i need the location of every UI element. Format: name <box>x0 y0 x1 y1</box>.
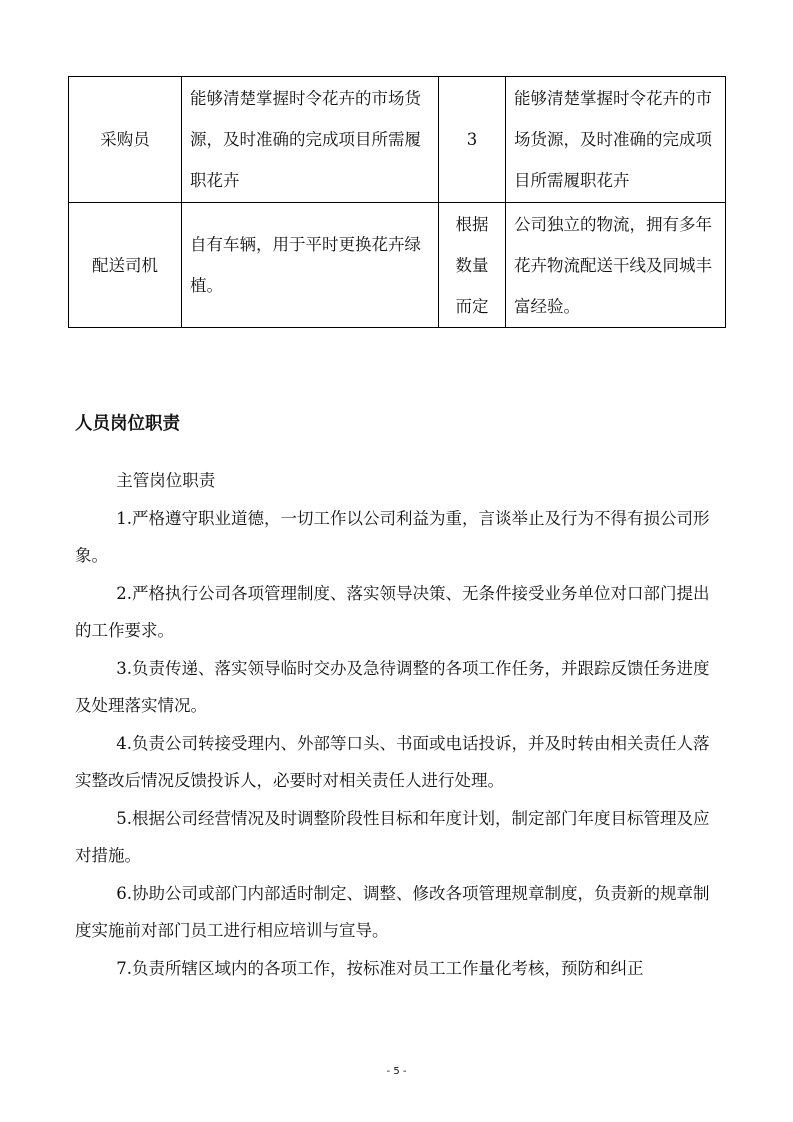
quantity-line: 数量 <box>455 255 489 275</box>
duties-body <box>75 462 723 987</box>
duty-item: 3.负责传递、落实领导临时交办及急待调整的各项工作任务，并跟踪反馈任务进度及处理落实情况。 <box>75 658 710 715</box>
duty-item: 1.严格遵守职业道德，一切工作以公司利益为重，言谈举止及行为不得有损公司形象。 <box>75 508 710 565</box>
table-row <box>69 77 726 203</box>
duty-item: 5.根据公司经营情况及时调整阶段性目标和年度计划，制定部门年度目标管理及应对措施。 <box>75 808 710 865</box>
description-cell: 公司独立的物流，拥有多年花卉物流配送干线及同城丰富经验。 <box>506 203 726 328</box>
subsection-title: 主管岗位职责 <box>116 471 216 490</box>
table-row <box>69 203 726 328</box>
role-cell: 采购员 <box>69 77 182 203</box>
staffing-table <box>68 76 726 328</box>
page-number: - 5 - <box>386 1066 407 1077</box>
quantity-line: 而定 <box>455 296 489 316</box>
section-title: 人员岗位职责 <box>75 414 180 434</box>
role-cell: 配送司机 <box>69 203 182 328</box>
requirement-cell: 能够清楚掌握时令花卉的市场货源，及时准确的完成项目所需履职花卉 <box>182 77 439 203</box>
duty-item: 6.协助公司或部门内部适时制定、调整、修改各项管理规章制度，负责新的规章制度实施前对部门员工进行相应培训与宣导。 <box>75 883 710 940</box>
quantity-cell <box>439 203 506 328</box>
requirement-cell: 自有车辆，用于平时更换花卉绿植。 <box>182 203 439 328</box>
quantity-line: 根据 <box>455 214 489 234</box>
description-cell: 能够清楚掌握时令花卉的市场货源，及时准确的完成项目所需履职花卉 <box>506 77 726 203</box>
duty-item: 2.严格执行公司各项管理制度、落实领导决策、无条件接受业务单位对口部门提出的工作要求。 <box>75 583 710 640</box>
duty-item: 4.负责公司转接受理内、外部等口头、书面或电话投诉，并及时转由相关责任人落实整改后情况反馈投诉人，必要时对相关责任人进行处理。 <box>75 733 710 790</box>
duty-item: 7.负责所辖区域内的各项工作，按标准对员工工作量化考核，预防和纠正 <box>116 958 644 978</box>
quantity-cell: 3 <box>439 77 506 203</box>
